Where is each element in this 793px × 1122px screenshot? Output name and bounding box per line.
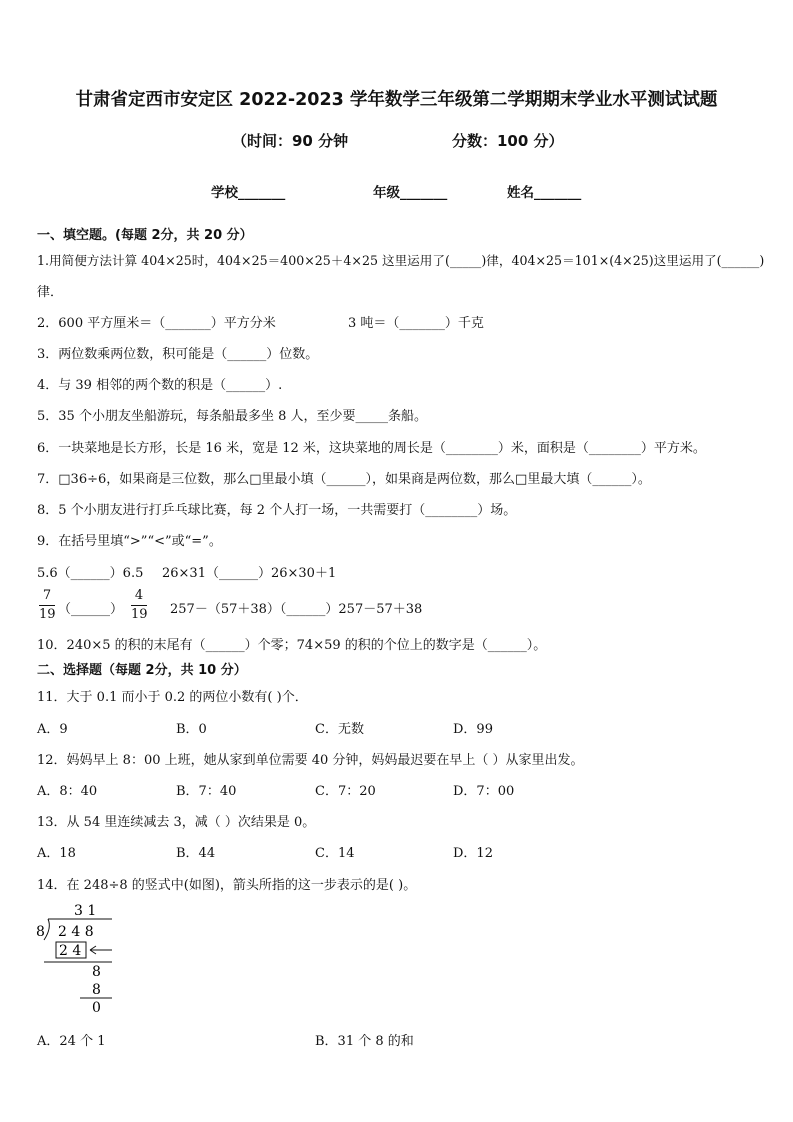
q11-option-c[interactable]: C．无数 [315, 722, 364, 737]
question-13: 13．从 54 里连续减去 3，减（ ）次结果是 0。 [37, 815, 316, 830]
q12-option-d[interactable]: D．7：00 [453, 784, 515, 799]
q13-option-d[interactable]: D．12 [453, 846, 493, 861]
long-division-diagram [32, 898, 132, 1023]
fraction-denominator: 19 [39, 607, 56, 622]
section-1-heading: 一、填空题。(每题 2分，共 20 分） [37, 228, 253, 243]
question-7: 7．□36÷6，如果商是三位数，那么□里最小填（______），如果商是两位数，那么□里最大填（______）。 [37, 472, 651, 487]
arrow-icon [90, 946, 112, 954]
question-9b: 26×31（______）26×30＋1 [162, 566, 337, 581]
fraction-denominator: 19 [131, 607, 148, 622]
question-8: 8．5 个小朋友进行打乒乓球比赛，每 2 个人打一场，一共需要打（________）场。 [37, 503, 517, 518]
fraction-numerator: 4 [134, 588, 144, 603]
question-9a: 5.6（______）6.5 [37, 566, 144, 581]
q11-option-b[interactable]: B．0 [176, 722, 207, 737]
q11-option-d[interactable]: D．99 [453, 722, 493, 737]
section-2-heading: 二、选择题（每题 2分，共 10 分） [37, 663, 247, 678]
q12-option-a[interactable]: A．8：40 [37, 784, 98, 799]
question-2b: 3 吨＝（_______）千克 [348, 316, 484, 331]
division-result: 0 [92, 1000, 101, 1016]
question-14: 14．在 248÷8 的竖式中(如图)，箭头所指的这一步表示的是( )。 [37, 878, 417, 893]
question-6: 6．一块菜地是长方形，长是 16 米，宽是 12 米，这块菜地的周长是（________）米，面积是（________）平方米。 [37, 441, 706, 456]
fraction-4-19 [131, 588, 147, 623]
question-3: 3．两位数乘两位数，积可能是（______）位数。 [37, 347, 319, 362]
division-dividend: 2 4 8 [58, 924, 94, 940]
question-9d: 257－（57＋38）（______）257－57＋38 [170, 602, 423, 617]
name-field: 姓名_______ [507, 185, 582, 201]
q11-option-a[interactable]: A．9 [37, 722, 68, 737]
question-4: 4．与 39 相邻的两个数的积是（______）. [37, 378, 283, 393]
question-9: 9．在括号里填“>”“<”或“=”。 [37, 534, 222, 549]
q12-option-c[interactable]: C．7：20 [315, 784, 376, 799]
division-remainder: 8 [92, 964, 101, 980]
question-10: 10．240×5 的积的末尾有（______）个零；74×59 的积的个位上的数字是（______）。 [37, 638, 547, 653]
exam-score: 分数：100 分） [452, 132, 564, 150]
question-2a: 2．600 平方厘米＝（_______）平方分米 [37, 316, 276, 331]
question-1-cont: 律． [37, 285, 64, 300]
fraction-numerator: 7 [42, 588, 52, 603]
question-5: 5．35 个小朋友坐船游玩，每条船最多坐 8 人，至少要_____条船。 [37, 409, 427, 424]
fraction-bar [39, 605, 55, 606]
fraction-bar [131, 605, 147, 606]
school-field: 学校_______ [211, 185, 286, 201]
division-step1: 2 4 [59, 943, 82, 959]
q14-option-b[interactable]: B．31 个 8 的和 [315, 1034, 414, 1049]
division-divisor: 8 [36, 924, 45, 940]
exam-time: （时间：90 分钟 [232, 132, 349, 150]
grade-field: 年级_______ [373, 185, 448, 201]
fraction-7-19 [39, 588, 55, 623]
division-step2: 8 [92, 982, 101, 998]
question-9c: （______） [58, 602, 124, 617]
q13-option-b[interactable]: B．44 [176, 846, 216, 861]
q13-option-a[interactable]: A．18 [37, 846, 76, 861]
q13-option-c[interactable]: C．14 [315, 846, 355, 861]
question-11: 11．大于 0.1 而小于 0.2 的两位小数有( )个． [37, 690, 308, 705]
q14-option-a[interactable]: A．24 个 1 [37, 1034, 106, 1049]
page-title: 甘肃省定西市安定区 2022-2023 学年数学三年级第二学期期末学业水平测试试题 [75, 90, 718, 110]
question-12: 12．妈妈早上 8：00 上班，她从家到单位需要 40 分钟，妈妈最迟要在早上（ ）从家里出发。 [37, 753, 584, 768]
q12-option-b[interactable]: B．7：40 [176, 784, 237, 799]
question-1: 1.用简便方法计算 404×25时，404×25＝400×25＋4×25 这里运用了(_____)律，404×25＝101×(4×25)这里运用了(______) [37, 253, 765, 268]
division-quotient: 3 1 [74, 903, 97, 919]
